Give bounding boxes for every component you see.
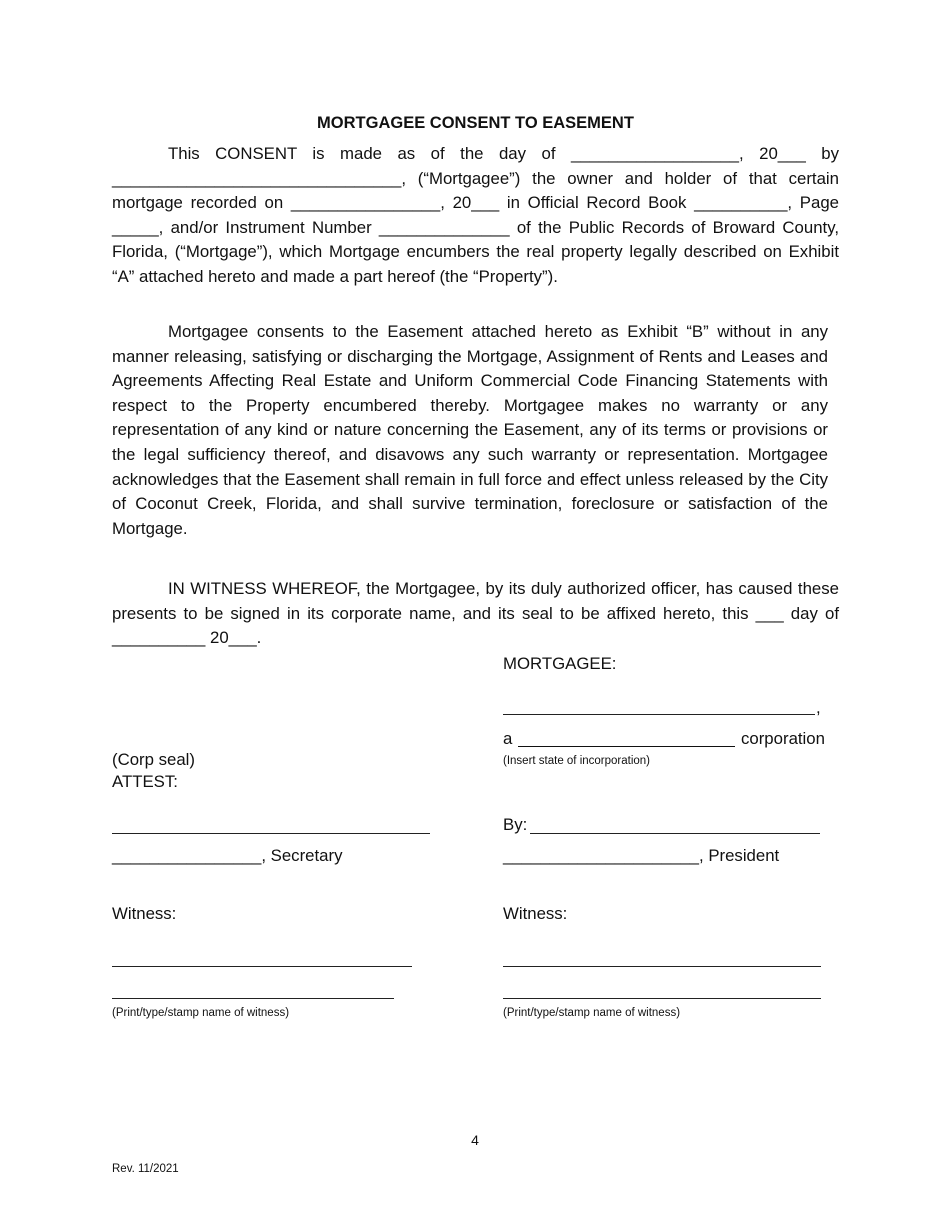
witness-whereof-text: IN WITNESS WHEREOF, the Mortgagee, by its duly authorized officer, has caused these presents to be signed in its corporate name, and its seal to be affixed hereto, this ___ day of __________ 20___. [112,579,839,648]
president-line: _____________________, President [503,846,780,865]
mortgagee-consents-text: Mortgagee consents to the Easement attached hereto as Exhibit “B” without in any manner releasing, satisfying or discharging the Mortgage, Assignment of Rents and Leases and Agreements Affecting Real Estate and Uniform Commercial Code Financing Statements with respect to the Property encumbered thereby. Mortgagee makes no warranty or any representation of any kind or nature concerning the Easement, any of its terms or provisions or the legal sufficiency thereof, and disavows any such warranty or representation. Mortgagee acknowledges that the Easement shall remain in full force and effect unless released by the City of Coconut Creek, Florida, and shall survive termination, foreclosure or satisfaction of the Mortgage. [112,322,828,538]
witness-right-print-note: (Print/type/stamp name of witness) [503,1007,681,1019]
mortgagee-label: MORTGAGEE: [503,654,617,673]
attest-signature-line[interactable] [112,833,430,834]
insert-state-note: (Insert state of incorporation) [503,755,651,767]
mortgagee-name-comma: , [816,698,821,717]
witness-left-label: Witness: [112,904,177,923]
page-number: 4 [471,1132,479,1148]
mortgagee-consents-paragraph [112,320,828,541]
corp-seal-label: (Corp seal) [112,750,195,769]
witness-left-print-note: (Print/type/stamp name of witness) [112,1007,290,1019]
a-label: a [503,729,513,748]
witness-right-label: Witness: [503,904,568,923]
corporation-label: corporation [741,729,825,748]
witness-whereof-paragraph [112,577,839,651]
consent-paragraph-text: This CONSENT is made as of the day of __________________, 20___ by _______________________________, (“Mortgagee”) the owner and holder of that certain mortgage recorded on ________________, 20___ in Official Record Book __________, Page _____, and/or Instrument Number ______________ of the Public Records of Broward County, Florida, (“Mortgage”), which Mortgage encumbers the real property legally described on Exhibit “A” attached hereto and made a part hereof (the “Property”). [112,144,839,286]
attest-label: ATTEST: [112,772,178,791]
revision-label: Rev. 11/2021 [112,1163,179,1175]
mortgagee-name-line[interactable] [503,714,815,715]
secretary-line: ________________, Secretary [112,846,343,865]
state-of-incorporation-line[interactable] [518,746,735,747]
by-label: By: [503,815,528,834]
document-title: MORTGAGEE CONSENT TO EASEMENT [317,114,634,132]
by-signature-line[interactable] [530,833,820,834]
witness-right-signature-line[interactable] [503,966,821,967]
consent-paragraph [112,142,839,290]
witness-left-print-line[interactable] [112,998,394,999]
witness-left-signature-line[interactable] [112,966,412,967]
witness-right-print-line[interactable] [503,998,821,999]
